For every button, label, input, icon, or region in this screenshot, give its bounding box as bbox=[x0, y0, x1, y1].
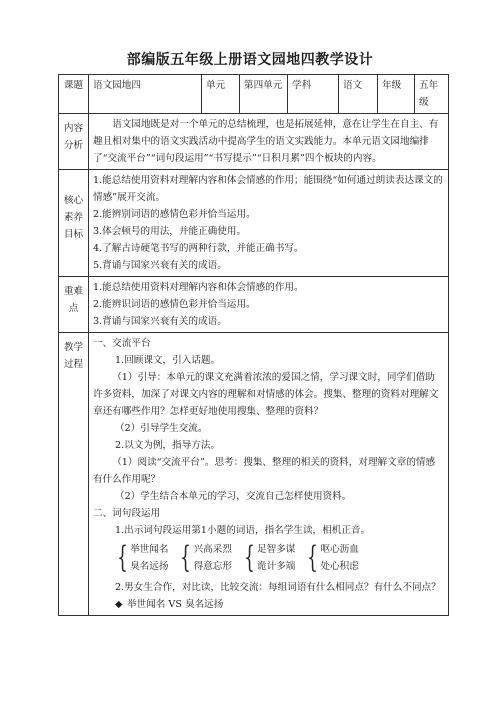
key-point-item: 2.能辨识词语的感情色彩并恰当运用。 bbox=[93, 299, 256, 310]
unit-label: 单元 bbox=[202, 75, 240, 114]
goal-item: 5.背诵与国家兴衰有关的成语。 bbox=[93, 260, 227, 271]
key-points-label: 重难点 bbox=[59, 277, 89, 333]
step-heading: 2.男女生合作，对比读，比较交流：每组词语有什么相同点？有什么不同点？ bbox=[115, 582, 441, 593]
process-label: 教学过程 bbox=[59, 333, 89, 616]
step-text: （1）阅读“交流平台”。思考：搜集、整理的相关的资料，对理解文章的情感有什么作用呢？ bbox=[93, 457, 436, 485]
word-group bbox=[303, 541, 358, 575]
goal-item: 2.能辨别词语的感情色彩并恰当运用。 bbox=[93, 209, 256, 220]
key-point-item: 3.背诵与国家兴衰有关的成语。 bbox=[93, 316, 227, 327]
topic-label: 课题 bbox=[59, 75, 89, 114]
step-text: （1）引导：本单元的课文充满着浓浓的爱国之情，学习课文时，同学们借助许多资料，加深了对课文内容的理解和对情感的体会。搜集、整理的资料对理解文章还有哪些作用？怎样更好地使用搜集、整理的资料？ bbox=[93, 372, 439, 417]
brace-icon: { bbox=[117, 540, 128, 575]
step-text: （2）引导学生交流。 bbox=[115, 423, 208, 434]
page-title: 部编版五年级上册语文园地四教学设计 bbox=[126, 52, 374, 68]
content-analysis-text: 语文园地既是对一个单元的总结梳理，也是拓展延伸，意在让学生在自主、有趣且相对集中的语文实践活动中提高学生的语文实践能力。本单元语文园地编排了“交流平台”“词句段运用”“书写提示”“日积月累”四个板块的内容。 bbox=[93, 119, 439, 164]
word: 处心积虑 bbox=[320, 561, 359, 572]
goal-item: 3.体会顿号的用法，并能正确使用。 bbox=[93, 226, 247, 237]
grade-value: 五年级 bbox=[415, 75, 449, 114]
bullet-text: 举世闻名 VS 臭名远扬 bbox=[127, 599, 224, 610]
grade-label: 年级 bbox=[378, 75, 415, 114]
word: 足智多谋 bbox=[257, 544, 296, 555]
content-analysis-label: 内容分析 bbox=[59, 114, 89, 170]
word-group bbox=[240, 541, 295, 575]
step-heading: 1.回顾课文，引入话题。 bbox=[115, 355, 221, 366]
brace-icon: { bbox=[180, 540, 192, 575]
diamond-bullet-icon: ◆ bbox=[115, 599, 123, 610]
goal-item: 4.了解古诗硬笔书写的两种行款，并能正确书写。 bbox=[93, 243, 304, 254]
lesson-plan-table bbox=[58, 74, 449, 616]
subject-value: 语文 bbox=[339, 75, 378, 114]
process-row bbox=[59, 333, 449, 616]
word: 举世闻名 bbox=[130, 544, 169, 555]
section-heading: 二、词句段运用 bbox=[93, 508, 161, 519]
word-group bbox=[113, 541, 168, 575]
step-heading: 2.以文为例，指导方法。 bbox=[115, 440, 221, 451]
word: 臭名远扬 bbox=[130, 561, 169, 572]
step-heading: 1.出示词句段运用第1小题的词语，指名学生读，相机正音。 bbox=[115, 525, 371, 536]
key-point-item: 1.能总结使用资料对理解内容和体会情感的作用。 bbox=[93, 282, 304, 293]
content-analysis-row bbox=[59, 114, 449, 170]
core-goals-label: 核心素养目标 bbox=[59, 170, 89, 277]
step-text: （2）学生结合本单元的学习，交流自己怎样使用资料。 bbox=[115, 491, 352, 502]
word: 诡计多端 bbox=[257, 561, 296, 572]
key-points-row bbox=[59, 277, 449, 333]
word: 兴高采烈 bbox=[193, 544, 232, 555]
brace-icon: { bbox=[307, 540, 319, 575]
brace-icon: { bbox=[244, 540, 255, 575]
subject-label: 学科 bbox=[288, 75, 339, 114]
word: 得意忘形 bbox=[193, 561, 232, 572]
topic-value: 语文园地四 bbox=[89, 75, 202, 114]
word-group bbox=[176, 541, 231, 575]
unit-value: 第四单元 bbox=[240, 75, 288, 114]
core-goals-row bbox=[59, 170, 449, 277]
bullet-line bbox=[93, 596, 444, 613]
word-groups bbox=[113, 541, 444, 575]
word: 呕心沥血 bbox=[320, 544, 359, 555]
section-heading: 一、交流平台 bbox=[93, 338, 151, 349]
goal-item: 1.能总结使用资料对理解内容和体会情感的作用；能围绕“如何通过朗读表达课文的情感”展开交流。 bbox=[93, 175, 443, 203]
header-row bbox=[59, 75, 449, 114]
